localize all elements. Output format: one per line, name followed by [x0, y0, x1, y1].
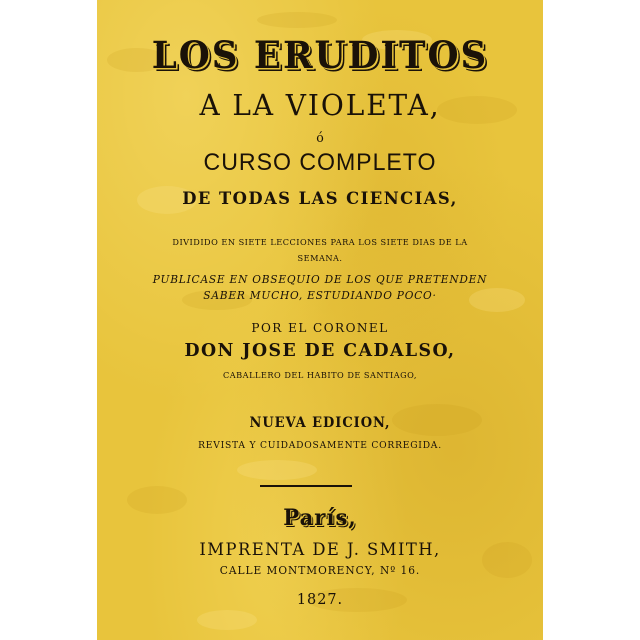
- curso-heading: CURSO COMPLETO: [203, 149, 437, 176]
- book-title: LOS ERUDITOS: [151, 33, 489, 77]
- printer-address: CALLE MONTMORENCY, Nº 16.: [219, 564, 421, 577]
- dividido-line-1: DIVIDIDO EN SIETE LECCIONES PARA LOS SIETE DIAS DE LA: [172, 238, 468, 248]
- ciencias-heading: DE TODAS LAS CIENCIAS,: [182, 189, 458, 209]
- author-name: DON JOSE DE CADALSO,: [184, 340, 456, 361]
- edition-note: REVISTA Y CUIDADOSAMENTE CORREGIDA.: [198, 440, 442, 451]
- conjunction-text: ó: [316, 131, 324, 146]
- publicase-line-1: PUBLICASE EN OBSEQUIO DE LOS QUE PRETENDEN: [152, 273, 488, 286]
- book-subtitle: A LA VIOLETA,: [199, 88, 441, 122]
- publicase-text: [105, 272, 535, 304]
- divider-rule: [260, 485, 352, 487]
- author-title: CABALLERO DEL HABITO DE SANTIAGO,: [223, 371, 417, 381]
- publication-place: París,: [283, 505, 357, 531]
- dividido-line-2: SEMANA.: [297, 254, 343, 264]
- dividido-text: [105, 235, 535, 267]
- book-cover: [97, 0, 543, 640]
- publication-year: 1827.: [296, 590, 344, 608]
- author-prefix: POR EL CORONEL: [251, 320, 389, 335]
- edition-label: NUEVA EDICION,: [249, 415, 391, 431]
- printer-name: IMPRENTA DE J. SMITH,: [199, 540, 441, 560]
- publicase-line-2: SABER MUCHO, ESTUDIANDO POCO·: [203, 289, 437, 302]
